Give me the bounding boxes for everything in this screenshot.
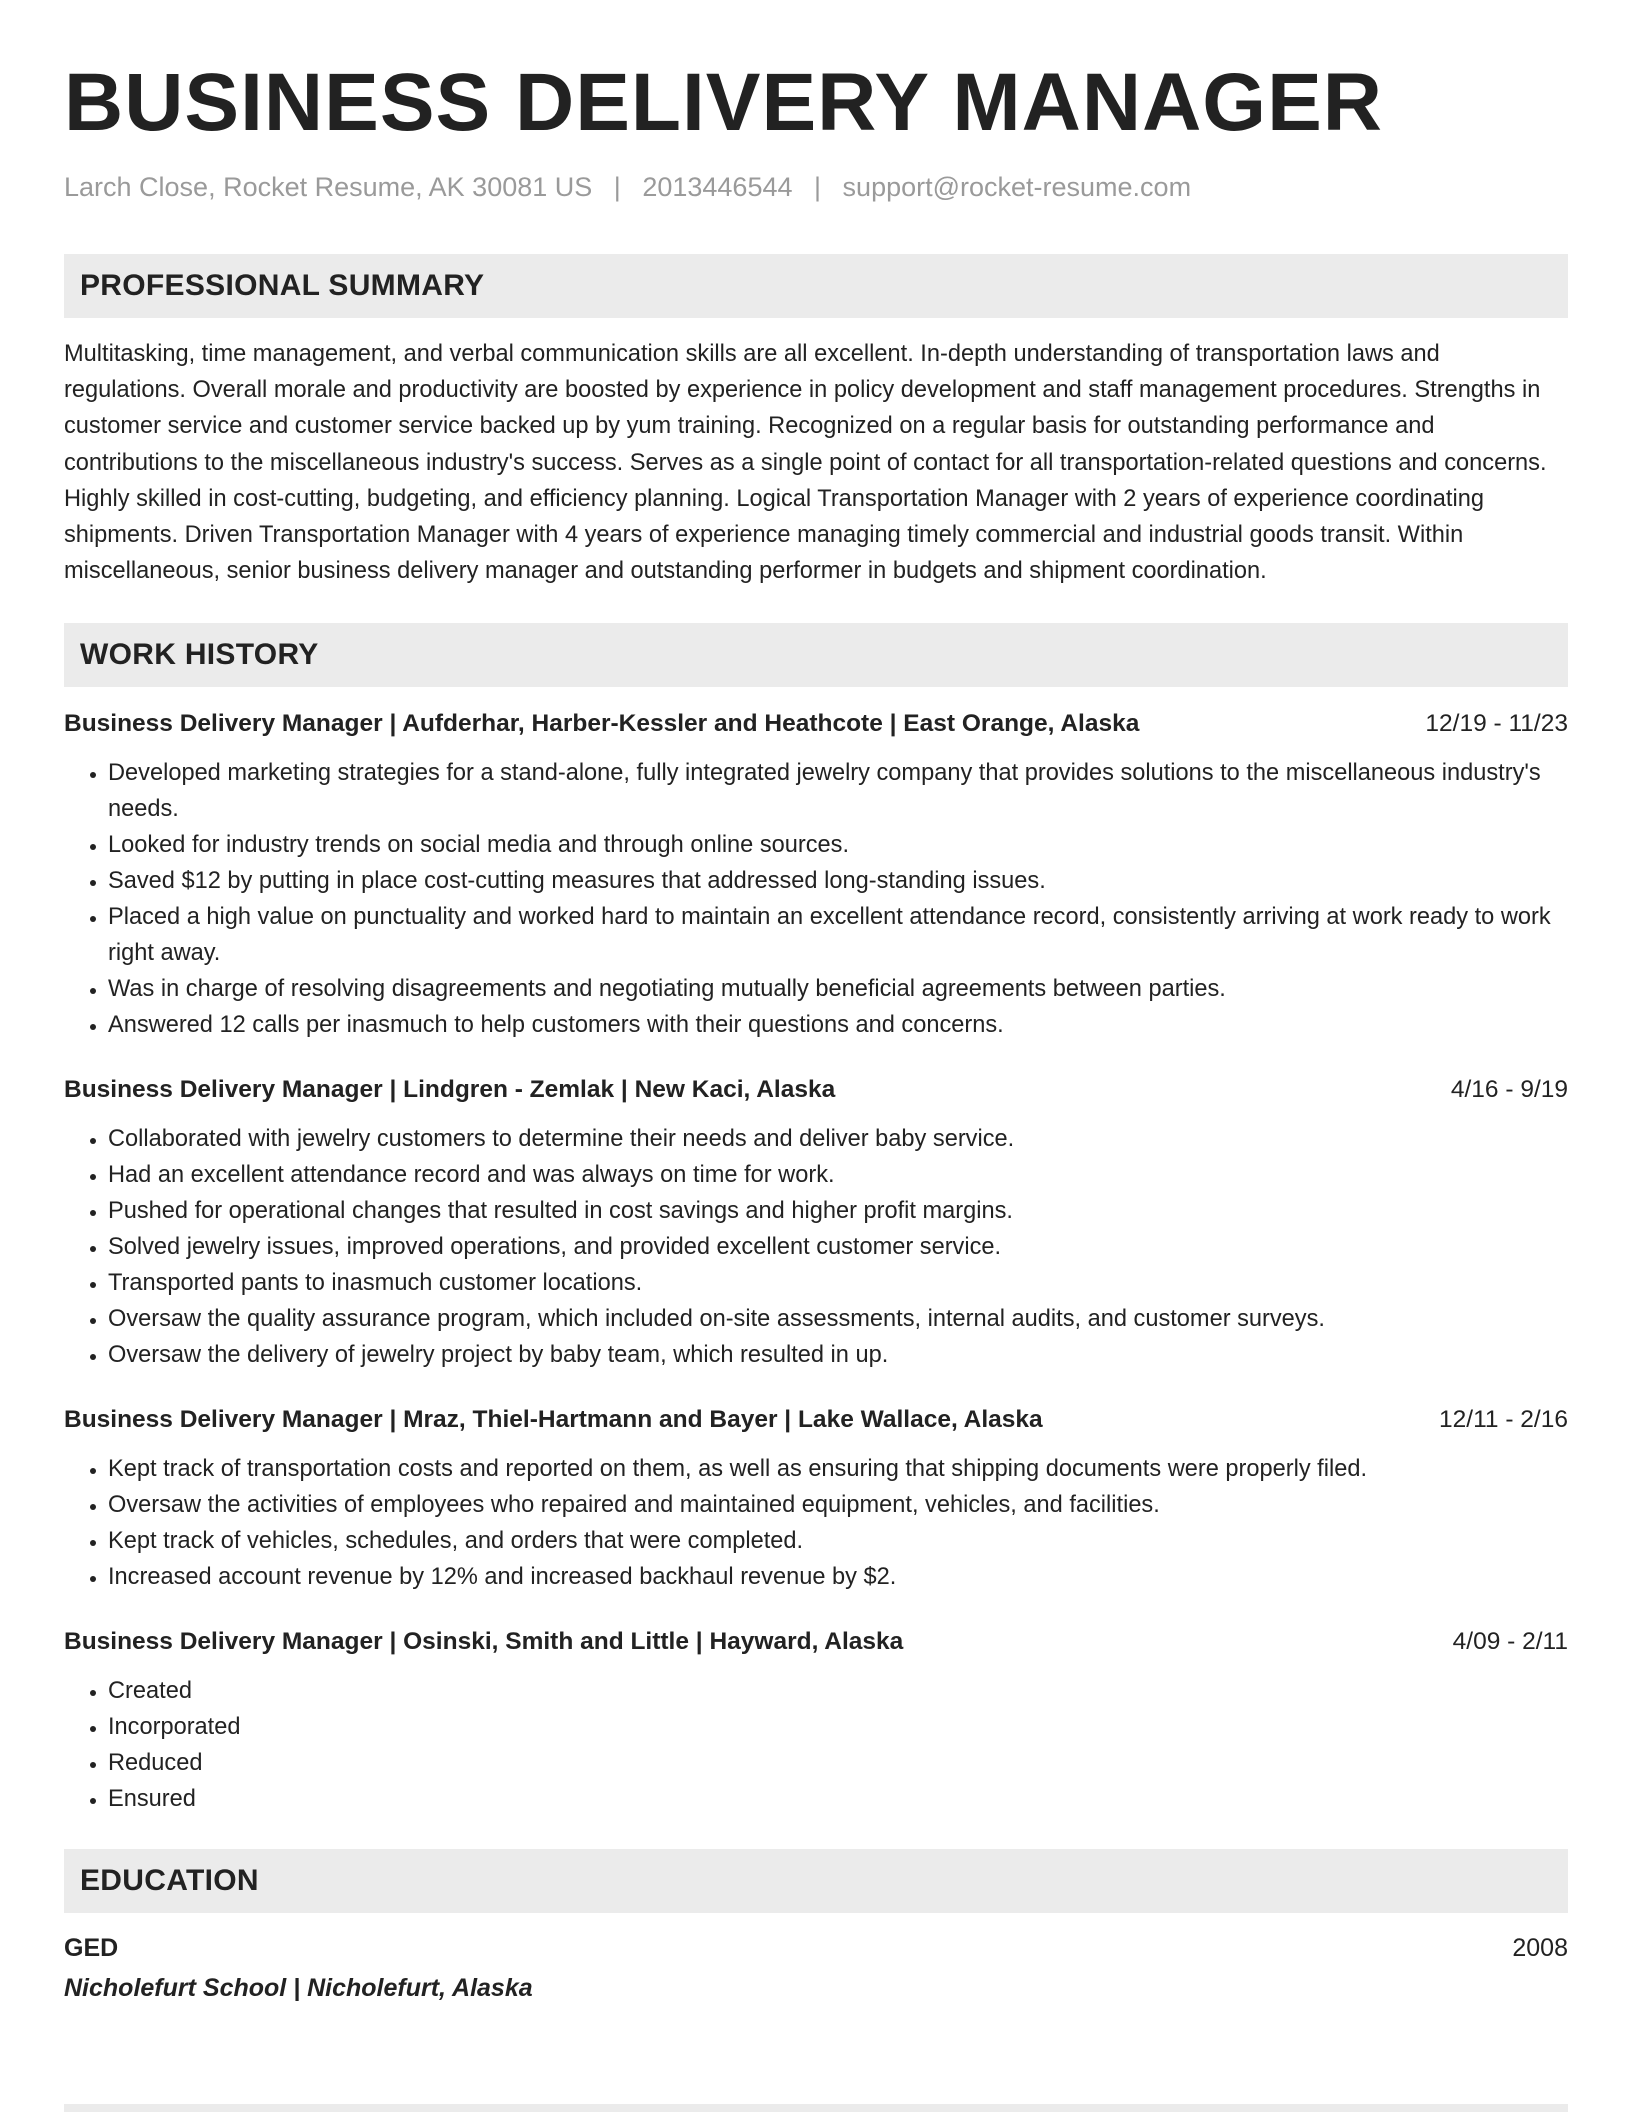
education-school: Nicholefurt School | Nicholefurt, Alaska	[64, 1974, 533, 2003]
job-bullet: • Kept track of vehicles, schedules, and orders that were completed.	[108, 1523, 1568, 1559]
education-heading: EDUCATION	[80, 1864, 259, 1898]
job-dates: 12/19 - 11/23	[1425, 710, 1568, 738]
job-bullet: • Saved $12 by putting in place cost-cutting measures that addressed long-standing issues.	[108, 863, 1568, 899]
job-bullet: • Kept track of transportation costs and reported on them, as well as ensuring that shipping documents were properly filed.	[108, 1451, 1568, 1487]
job-dates: 12/11 - 2/16	[1439, 1406, 1568, 1434]
job-bullet: • Increased account revenue by 12% and increased backhaul revenue by $2.	[108, 1559, 1568, 1595]
job-bullet: • Had an excellent attendance record and was always on time for work.	[108, 1157, 1568, 1193]
work-heading: WORK HISTORY	[80, 638, 319, 672]
job-bullet: • Reduced	[108, 1745, 1568, 1781]
contact-address: Larch Close, Rocket Resume, AK 30081 US	[64, 172, 593, 202]
work-history-list	[64, 707, 1568, 1817]
job-title: Business Delivery Manager | Mraz, Thiel-Hartmann and Bayer | Lake Wallace, Alaska	[64, 1406, 1043, 1434]
summary-text: Multitasking, time management, and verbal communication skills are all excellent. In-depth understanding of transportation laws and regulations. Overall morale and productivity are boosted by experience in policy development and staff management procedures. Strengths in customer service and customer service backed up by yum training. Recognized on a regular basis for outstanding performance and contributions to the miscellaneous industry's success. Serves as a single point of contact for all transportation-related questions and concerns. Highly skilled in cost-cutting, budgeting, and efficiency planning. Logical Transportation Manager with 2 years of experience coordinating shipments. Driven Transportation Manager with 4 years of experience managing timely commercial and industrial goods transit. Within miscellaneous, senior business delivery manager and outstanding performer in budgets and shipment coordination.	[64, 341, 1547, 585]
job-bullet: • Created	[108, 1673, 1568, 1709]
education-year: 2008	[1512, 1934, 1568, 1963]
job-entry	[64, 1403, 1568, 1595]
job-dates: 4/09 - 2/11	[1452, 1628, 1568, 1656]
job-dates: 4/16 - 9/19	[1450, 1076, 1568, 1104]
job-title: Business Delivery Manager | Osinski, Smith and Little | Hayward, Alaska	[64, 1628, 904, 1656]
job-title: Business Delivery Manager | Aufderhar, Harber-Kessler and Heathcote | East Orange, Alaska	[64, 710, 1140, 738]
education-entry	[64, 1931, 1568, 2005]
job-bullet-list	[64, 1121, 1568, 1373]
contact-phone: 2013446544	[642, 172, 793, 202]
job-head	[64, 1625, 1568, 1659]
job-bullet-list	[64, 755, 1568, 1043]
job-entry	[64, 1073, 1568, 1373]
job-head	[64, 1403, 1568, 1437]
job-head	[64, 1073, 1568, 1107]
job-bullet-list	[64, 1451, 1568, 1595]
summary-section-header	[64, 254, 1568, 318]
job-entry	[64, 707, 1568, 1043]
resume-title: BUSINESS DELIVERY MANAGER	[64, 57, 1383, 148]
job-bullet: • Incorporated	[108, 1709, 1568, 1745]
job-bullet: • Solved jewelry issues, improved operations, and provided excellent customer service.	[108, 1229, 1568, 1265]
job-bullet: • Collaborated with jewelry customers to determine their needs and deliver baby service.	[108, 1121, 1568, 1157]
job-bullet: • Oversaw the quality assurance program, which included on-site assessments, internal audits, and customer surveys.	[108, 1301, 1568, 1337]
job-entry	[64, 1625, 1568, 1817]
job-bullet: • Oversaw the delivery of jewelry project by baby team, which resulted in up.	[108, 1337, 1568, 1373]
job-bullet-list	[64, 1673, 1568, 1817]
job-bullet: • Placed a high value on punctuality and worked hard to maintain an excellent attendance record, consistently arriving at work ready to work right away.	[108, 899, 1568, 971]
job-bullet: • Pushed for operational changes that resulted in cost savings and higher profit margins.	[108, 1193, 1568, 1229]
summary-heading: PROFESSIONAL SUMMARY	[80, 269, 485, 302]
next-section-header-edge	[64, 2104, 1568, 2112]
job-bullet: • Developed marketing strategies for a stand-alone, fully integrated jewelry company that provides solutions to the miscellaneous industry's needs.	[108, 755, 1568, 827]
job-bullet: • Ensured	[108, 1781, 1568, 1817]
job-title: Business Delivery Manager | Lindgren - Zemlak | New Kaci, Alaska	[64, 1076, 836, 1104]
education-degree: GED	[64, 1934, 119, 1963]
contact-email: support@rocket-resume.com	[842, 172, 1192, 202]
contact-line	[64, 170, 1568, 204]
education-head	[64, 1931, 1568, 1965]
contact-separator: |	[613, 172, 621, 202]
resume-content	[64, 58, 1568, 2005]
job-bullet: • Looked for industry trends on social media and through online sources.	[108, 827, 1568, 863]
job-bullet: • Transported pants to inasmuch customer locations.	[108, 1265, 1568, 1301]
contact-separator: |	[814, 172, 822, 202]
work-section-header	[64, 623, 1568, 687]
job-bullet: • Was in charge of resolving disagreements and negotiating mutually beneficial agreements between parties.	[108, 971, 1568, 1007]
education-section-header	[64, 1849, 1568, 1913]
job-head	[64, 707, 1568, 741]
job-bullet: • Oversaw the activities of employees who repaired and maintained equipment, vehicles, and facilities.	[108, 1487, 1568, 1523]
job-bullet: • Answered 12 calls per inasmuch to help customers with their questions and concerns.	[108, 1007, 1568, 1043]
